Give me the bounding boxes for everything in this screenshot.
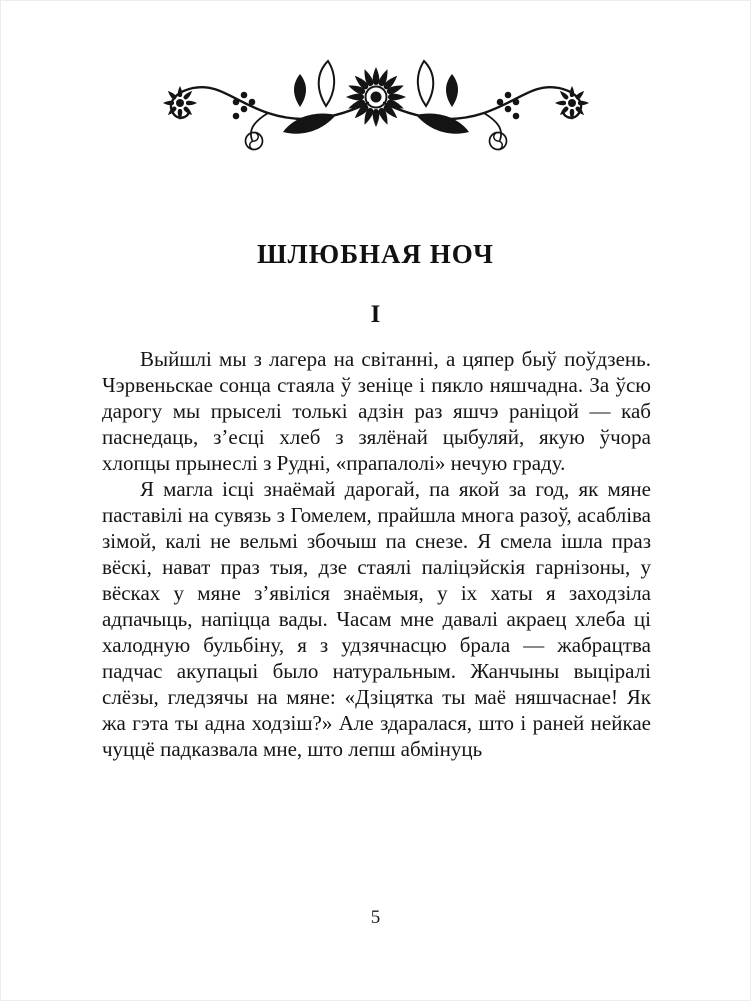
ornament-header: [1, 59, 750, 160]
paragraph: Я магла ісці знаёмай дарогай, па якой за год, як мяне паставілі на сувязь з Гомелем, прайшла многа разоў, асабліва зімой, калі не вельмі збочыш па снезе. Я смела ішла праз вёскі, нават праз тыя, дзе стаялі паліцэйскія гарнізоны, у вёсках у мяне з’явіліся знаёмыя, у іх хаты я заходзіла адпачыць, напіцца вады. Часам мне давалі акраец хлеба ці халодную бульбіну, я з удзячнасцю брала — жабрацтва падчас акупацыі было натуральным. Жанчыны выціралі слёзы, гледзячы на мяне: «Дзіцятка ты маё няшчаснае! Як жа гэта ты адна ходзіш?» Але здаралася, што і раней нейкае чуццё падказвала мне, што лепш абмінуць: [102, 477, 651, 761]
page-number: 5: [370, 907, 381, 928]
body-text: [102, 346, 651, 762]
chapter-number: I: [370, 301, 381, 328]
page-title: ШЛЮБНАЯ НОЧ: [257, 239, 494, 269]
paragraph: Выйшлі мы з лагера на світанні, а цяпер быў поўдзень. Чэрвеньскае сонца стаяла ў зеніце і пякло няшчадна. За ўсю дарогу мы прыселі толькі адзін раз яшчэ раніцой — каб паснедаць, з’есці хлеб з зялёнай цыбуляй, якую ўчора хлопцы прынеслі з Рудні, «прапалолі» нечую граду.: [102, 347, 651, 475]
floral-ornament-icon: [76, 59, 676, 155]
